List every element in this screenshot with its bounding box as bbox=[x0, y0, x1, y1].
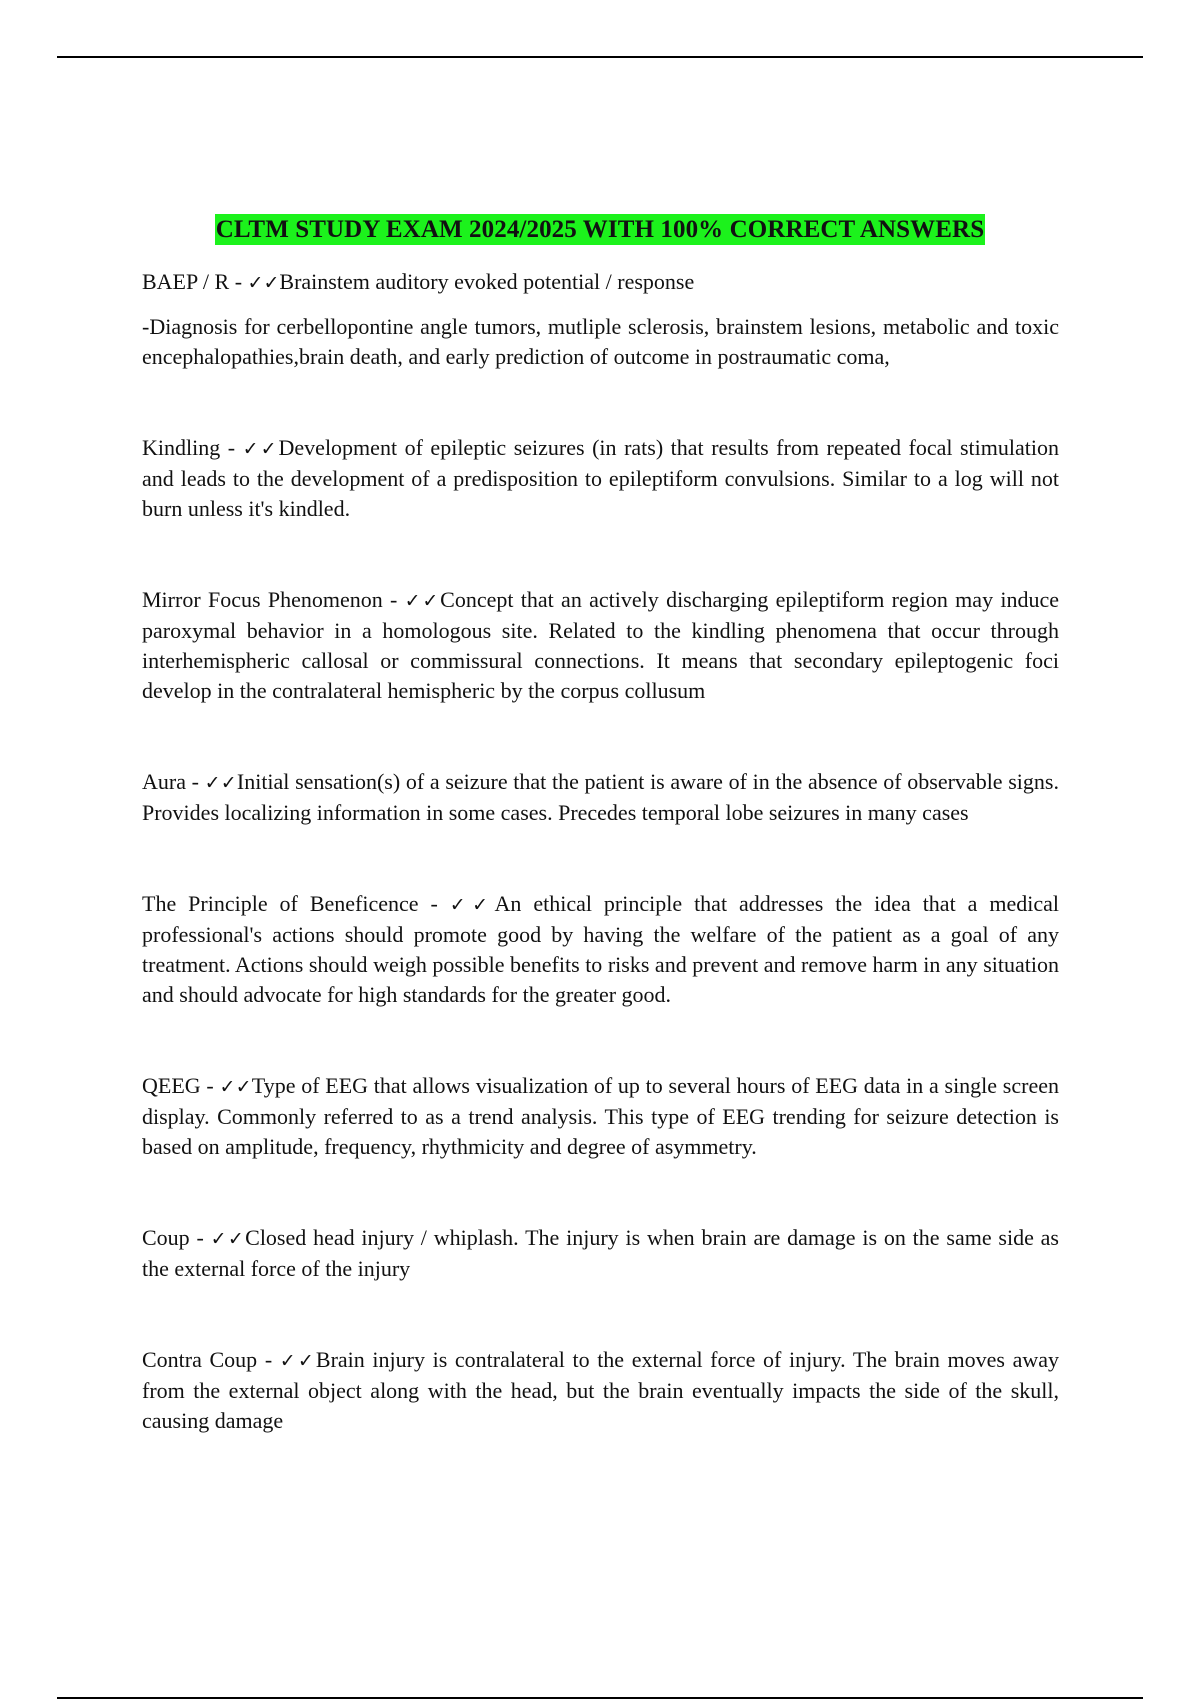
entry-term: The Principle of Beneficence bbox=[142, 891, 419, 916]
entry-mirror-focus bbox=[142, 585, 1059, 706]
double-check-icon: ✓✓ bbox=[242, 438, 279, 460]
entry-definition: -Diagnosis for cerbellopontine angle tumors, mutliple sclerosis, brainstem lesions, metabolic and toxic encephalopathies,brain death, and early prediction of outcome in postraumatic coma, bbox=[142, 314, 1059, 369]
term-separator: - bbox=[200, 1073, 220, 1098]
entry-term: QEEG bbox=[142, 1073, 201, 1098]
double-check-icon: ✓✓ bbox=[219, 1076, 252, 1098]
title-container bbox=[0, 214, 1200, 245]
entry-contra-coup bbox=[142, 1345, 1059, 1436]
double-check-icon: ✓✓ bbox=[210, 1228, 246, 1250]
document-title: CLTM STUDY EXAM 2024/2025 WITH 100% CORRECT ANSWERS bbox=[215, 216, 985, 243]
entry-aura bbox=[142, 767, 1059, 828]
entry-definition: An ethical principle that addresses the idea that a medical professional's actions should promote good by having the welfare of the patient as a goal of any treatment. Actions should weigh possible benefits to risks and prevent and remove harm in any situation and should advocate for high standards for the greater good. bbox=[142, 891, 1059, 1007]
double-check-icon: ✓✓ bbox=[404, 590, 441, 612]
entry-baep-diagnosis bbox=[142, 312, 1059, 372]
entry-kindling bbox=[142, 433, 1059, 524]
double-check-icon: ✓✓ bbox=[247, 272, 280, 294]
double-check-icon: ✓✓ bbox=[279, 1350, 316, 1372]
entry-baep bbox=[142, 267, 1059, 298]
entry-definition: Initial sensation(s) of a seizure that the patient is aware of in the absence of observable signs. Provides localizing information in some cases. Precedes temporal lobe seizures in many cases bbox=[142, 769, 1059, 825]
bottom-rule bbox=[57, 1697, 1143, 1699]
entry-qeeg bbox=[142, 1071, 1059, 1162]
entry-term: Mirror Focus Phenomenon bbox=[142, 587, 383, 612]
entry-term: BAEP / R bbox=[142, 269, 230, 294]
entry-term: Kindling bbox=[142, 435, 221, 460]
entry-definition: Development of epileptic seizures (in rats) that results from repeated focal stimulation and leads to the development of a predisposition to epileptiform convulsions. Similar to a log will not burn unless it's kindled. bbox=[142, 435, 1059, 521]
entry-definition: Brain injury is contralateral to the external force of injury. The brain moves away from the external object along with the head, but the brain eventually impacts the side of the skull, causing damage bbox=[142, 1347, 1059, 1433]
entry-definition: Closed head injury / whiplash. The injury is when brain are damage is on the same side as the external force of the injury bbox=[142, 1225, 1059, 1281]
document-body bbox=[142, 267, 1059, 1436]
entry-beneficence bbox=[142, 889, 1059, 1010]
term-separator: - bbox=[229, 269, 248, 294]
term-separator: - bbox=[257, 1347, 280, 1372]
entry-term: Coup bbox=[142, 1225, 190, 1250]
double-check-icon: ✓✓ bbox=[449, 894, 495, 916]
term-separator: - bbox=[382, 587, 405, 612]
entry-definition: Type of EEG that allows visualization of up to several hours of EEG data in a single screen display. Commonly referred to as a trend analysis. This type of EEG trending for seizure detection is based on amplitude, frequency, rhythmicity and degree of asymmetry. bbox=[142, 1073, 1059, 1159]
entry-term: Aura bbox=[142, 769, 186, 794]
entry-definition: Brainstem auditory evoked potential / response bbox=[279, 269, 695, 294]
term-separator: - bbox=[220, 435, 243, 460]
top-rule bbox=[57, 56, 1143, 58]
term-separator: - bbox=[185, 769, 205, 794]
term-separator: - bbox=[189, 1225, 211, 1250]
entry-definition: Concept that an actively discharging epileptiform region may induce paroxymal behavior in a homologous site. Related to the kindling phenomena that occur through interhemispheric callosal or commissural connections. It means that secondary epileptogenic foci develop in the contralateral hemispheric by the corpus collusum bbox=[142, 587, 1060, 703]
term-separator: - bbox=[418, 891, 450, 916]
entry-coup bbox=[142, 1223, 1059, 1284]
entry-term: Contra Coup bbox=[142, 1347, 258, 1372]
double-check-icon: ✓✓ bbox=[204, 772, 237, 794]
